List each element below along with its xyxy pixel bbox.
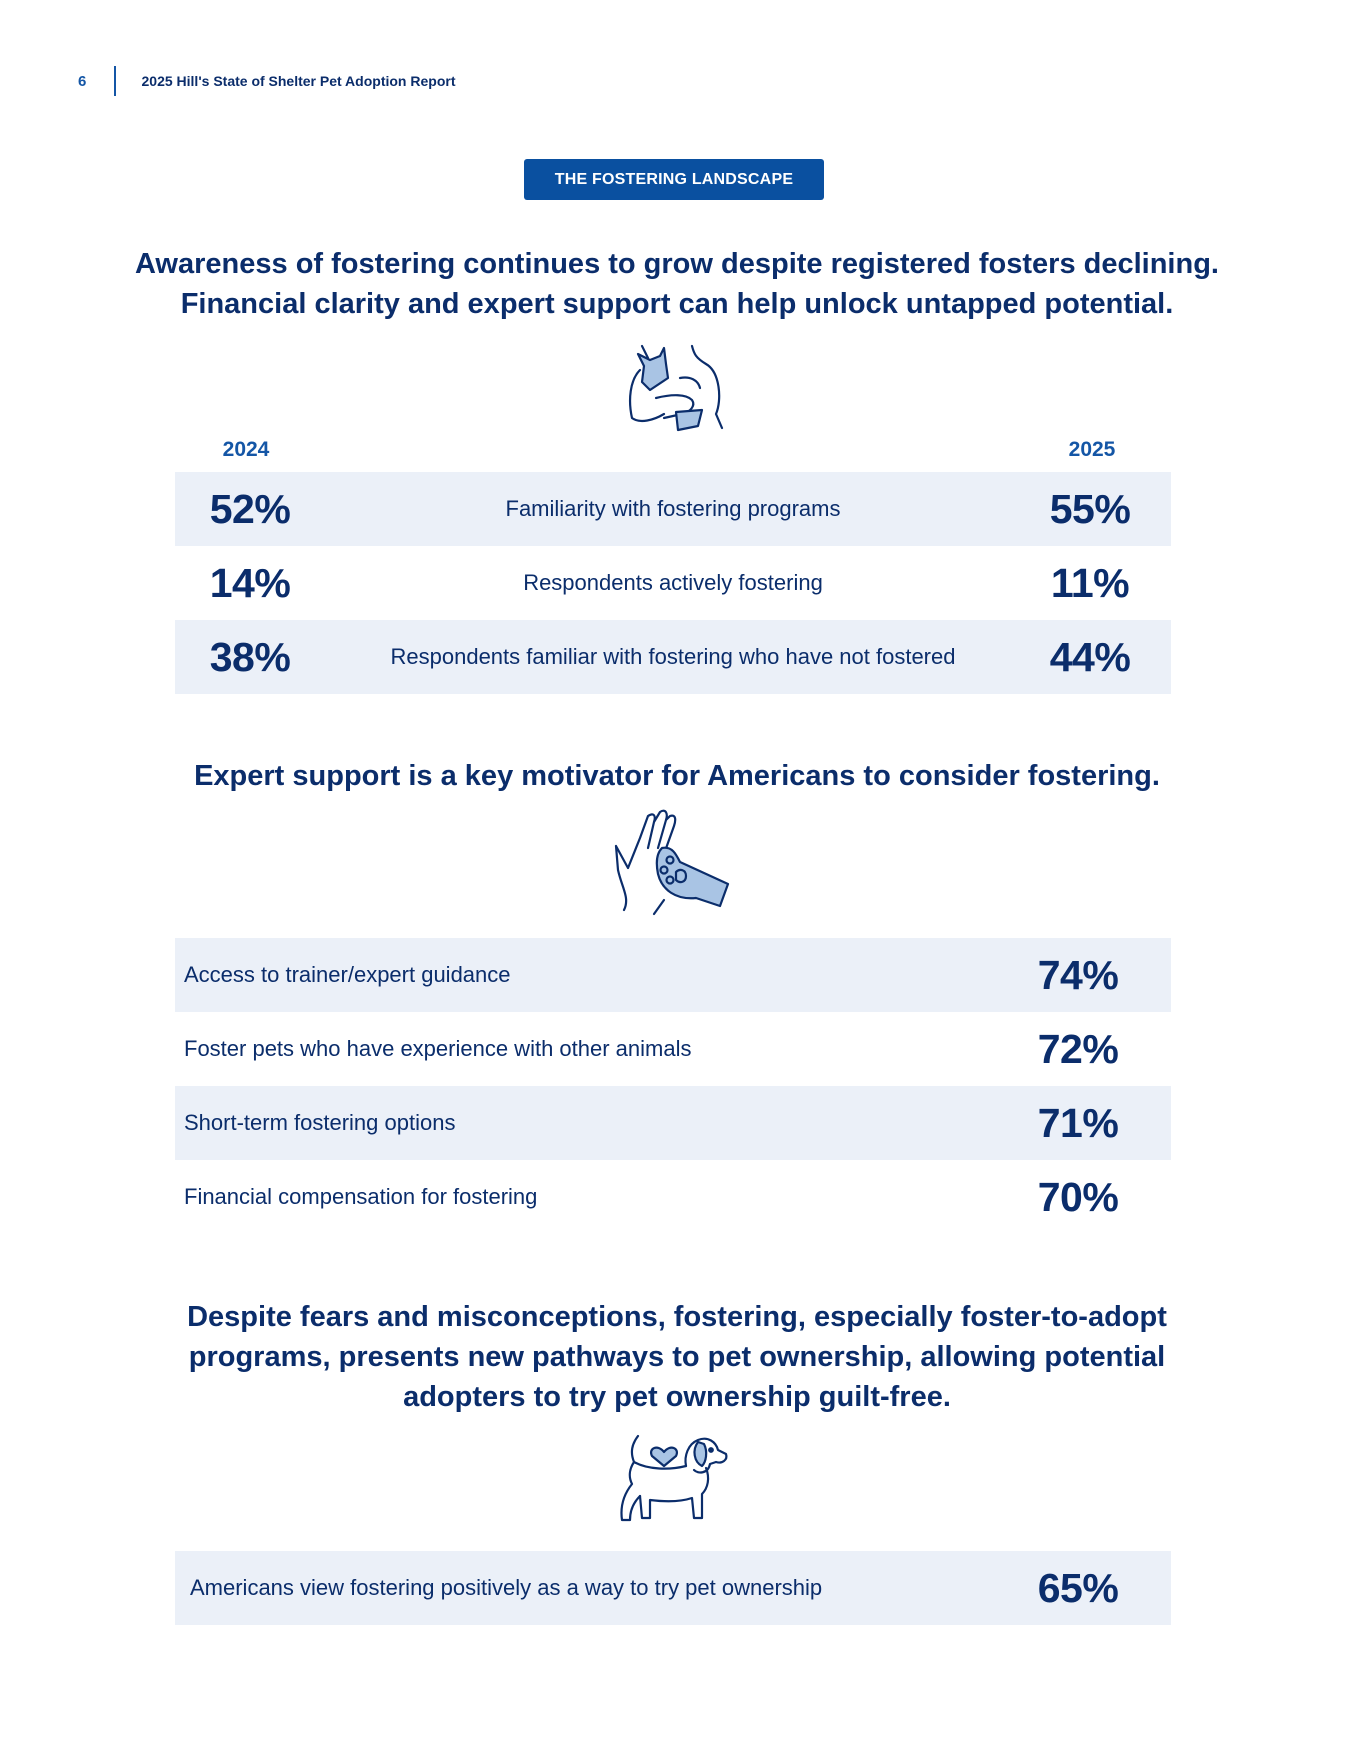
- year-2024-label: 2024: [222, 438, 270, 461]
- report-title: 2025 Hill's State of Shelter Pet Adoption Report: [141, 73, 456, 89]
- page-header: [78, 66, 455, 96]
- list-item: [175, 1160, 1171, 1234]
- value-2025: 11%: [1050, 559, 1130, 606]
- list-item: [175, 1551, 1171, 1625]
- final-stat-table: [175, 1551, 1171, 1625]
- headline-foster-to-adopt: [60, 1297, 1294, 1417]
- motivator-value: 74%: [1037, 951, 1119, 998]
- motivator-label: Financial compensation for fostering: [184, 1184, 538, 1209]
- final-stat-value: 65%: [1037, 1564, 1119, 1611]
- comparison-row: [175, 620, 1171, 694]
- hand-and-paw-icon: [614, 808, 734, 916]
- motivator-label: Foster pets who have experience with other animals: [184, 1036, 692, 1061]
- comparison-table: [175, 472, 1171, 694]
- headline-foster-line-1: Despite fears and misconceptions, fostering, especially foster-to-adopt: [187, 1301, 1167, 1333]
- list-item: [175, 1012, 1171, 1086]
- header-divider: [114, 66, 116, 96]
- value-2024: 14%: [209, 559, 291, 606]
- value-2024: 52%: [209, 485, 291, 532]
- headline-foster-line-2: programs, presents new pathways to pet ownership, allowing potential: [188, 1341, 1166, 1373]
- motivators-list: [175, 938, 1171, 1234]
- headline-awareness: [60, 244, 1294, 324]
- value-2025: 44%: [1049, 633, 1131, 680]
- comparison-row: [175, 546, 1171, 620]
- list-item: [175, 1086, 1171, 1160]
- headline-awareness-line-1: Awareness of fostering continues to grow despite registered fosters declining.: [135, 248, 1219, 280]
- motivator-label: Short-term fostering options: [184, 1110, 456, 1135]
- list-item: [175, 938, 1171, 1012]
- year-2025-label: 2025: [1068, 438, 1116, 461]
- row-label: Respondents familiar with fostering who have not fostered: [390, 644, 956, 669]
- headline-awareness-line-2: Financial clarity and expert support can help unlock untapped potential.: [180, 288, 1174, 320]
- value-2024: 38%: [209, 633, 291, 680]
- dog-with-heart-icon: [618, 1430, 730, 1526]
- comparison-row: [175, 472, 1171, 546]
- motivator-value: 72%: [1037, 1025, 1119, 1072]
- row-label: Familiarity with fostering programs: [505, 496, 841, 521]
- motivator-label: Access to trainer/expert guidance: [184, 962, 511, 987]
- motivator-value: 70%: [1037, 1173, 1119, 1220]
- person-hugging-dog-icon: [620, 340, 740, 440]
- final-stat-label: Americans view fostering positively as a way to try pet ownership: [190, 1575, 823, 1600]
- value-2025: 55%: [1049, 485, 1131, 532]
- headline-foster-line-3: adopters to try pet ownership guilt-free.: [403, 1381, 951, 1413]
- section-label: THE FOSTERING LANDSCAPE: [524, 159, 824, 200]
- headline-expert-support: Expert support is a key motivator for Americans to consider fostering.: [194, 760, 1160, 792]
- row-label: Respondents actively fostering: [523, 570, 823, 595]
- page-number: 6: [78, 72, 87, 90]
- motivator-value: 71%: [1037, 1099, 1119, 1146]
